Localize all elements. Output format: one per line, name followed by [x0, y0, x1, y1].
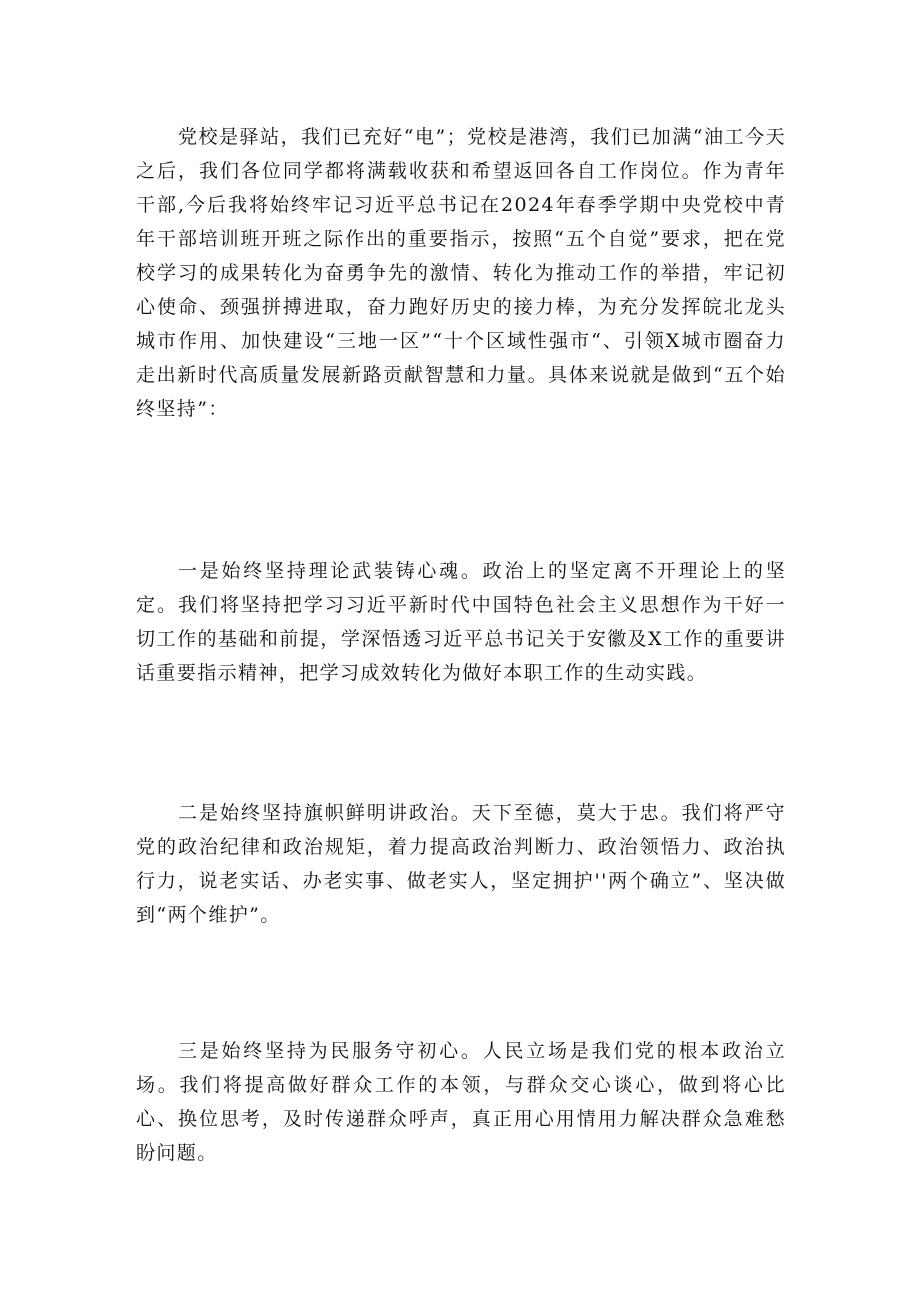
paragraph-politics: 二是始终坚持旗帜鲜明讲政治。天下至德，莫大于忠。我们将严守党的政治纪律和政治规矩，着力提高政治判断力、政治领悟力、政治执行力，说老实话、办老实事、做老实人，坚定拥护''两个确立”、坚决做到“两个维护”。 [136, 802, 786, 926]
paragraph-intro: 党校是驿站，我们已充好“电”；党校是港湾，我们已加满“油工今天之后，我们各位同学都将满载收获和希望返回各自工作岗位。作为青年干部,今后我将始终牢记习近平总书记在2024年春季学期中央党校中青年干部培训班开班之际作出的重要指示，按照“五个自觉”要求，把在党校学习的成果转化为奋勇争先的激情、转化为推动工作的举措，牢记初心使命、颈强拼搏进取，奋力跑好历史的接力棒，为充分发挥皖北龙头城市作用、加快建设“三地一区”“十个区域性强市“、引领X城市圈奋力走出新时代高质量发展新路贡献智慧和力量。具体来说就是做到“五个始终坚持”： [136, 126, 786, 420]
paragraph-people: 三是始终坚持为民服务守初心。人民立场是我们党的根本政治立场。我们将提高做好群众工作的本领，与群众交心谈心，做到将心比心、换位思考，及时传递群众呼声，真正用心用情用力解决群众急难愁盼问题。 [136, 1040, 786, 1164]
paragraph-theory: 一是始终坚持理论武装铸心魂。政治上的坚定离不开理论上的坚定。我们将坚持把学习习近平新时代中国特色社会主义思想作为干好一切工作的基础和前提，学深悟透习近平总书记关于安徽及X工作的重要讲话重要指示精神，把学习成效转化为做好本职工作的生动实践。 [136, 560, 786, 684]
